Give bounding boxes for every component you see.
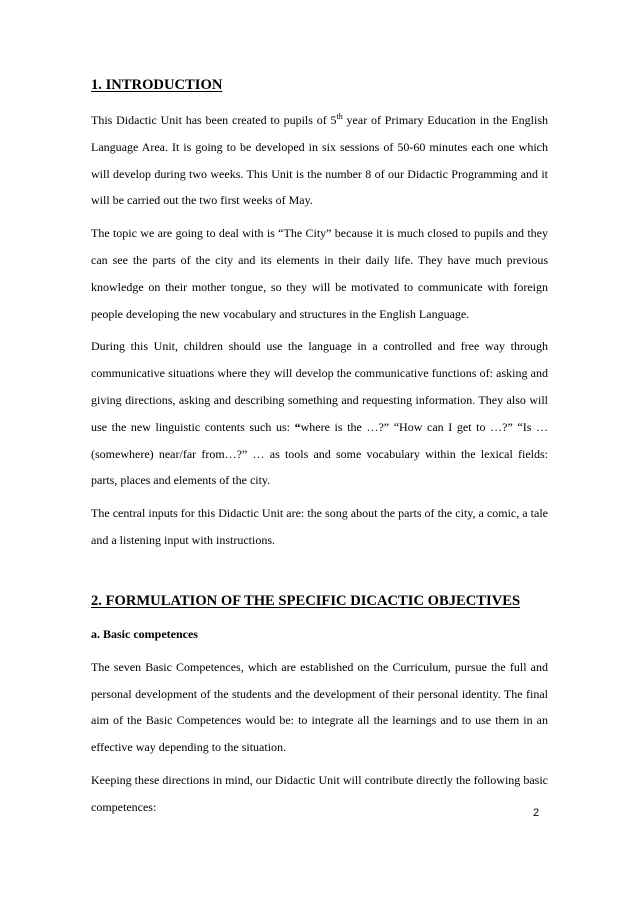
section-heading-introduction: 1. INTRODUCTION — [91, 77, 223, 93]
intro-paragraph-3-text: During this Unit, children should use the language in a controlled and free way through communicative situations where they will develop the communicative functions of: asking and giving directions, asking and describing something and requesting information. They also will use the new linguistic contents such us: — [91, 339, 548, 434]
competences-paragraph-2: Keeping these directions in mind, our Didactic Unit will contribute directly the following basic competences: — [91, 772, 548, 814]
intro-paragraph-4: The central inputs for this Didactic Unit are: the song about the parts of the city, a comic, a tale and a listening input with instructions. — [91, 506, 548, 547]
ordinal-superscript: th — [336, 112, 343, 121]
intro-paragraph-1-text: This Didactic Unit has been created to pupils of 5 — [91, 113, 337, 127]
page-number: 2 — [533, 807, 540, 819]
subsection-heading-basic-competences: a. Basic competences — [91, 626, 198, 641]
competences-paragraph-1: The seven Basic Competences, which are established on the Curriculum, pursue the full and personal development of the students and the development of their personal identity. The final aim of the Basic Competences would be: to integrate all the learnings and to use them in an effective way depending to the situation. — [91, 659, 548, 755]
section-heading-objectives: 2. FORMULATION OF THE SPECIFIC DICACTIC OBJECTIVES — [91, 592, 521, 609]
intro-paragraph-3 — [91, 333, 548, 494]
document-page — [91, 72, 548, 821]
bold-quote-mark: “ — [294, 419, 301, 434]
intro-paragraph-3-text-cont: where is the …?” “How can I get to …?” “Is … (somewhere) near/far from…?” … as tools and some vocabulary within the lexical fields: parts, places and elements of the city. — [91, 419, 548, 488]
intro-paragraph-2: The topic we are going to deal with is “The City” because it is much closed to pupils and they can see the parts of the city and its elements in their daily life. They have much previous knowledge on their mother tongue, so they will be motivated to communicate with foreign people developing the new vocabulary and structures in the English Language. — [91, 226, 548, 321]
intro-paragraph-1-text-cont: year of Primary Education in the English Language Area. It is going to be developed in six sessions of 50-60 minutes each one which will develop during two weeks. This Unit is the number 8 of our Didactic Programming and it will be carried out the two first weeks of May. — [91, 113, 548, 208]
intro-paragraph-1 — [91, 107, 548, 214]
